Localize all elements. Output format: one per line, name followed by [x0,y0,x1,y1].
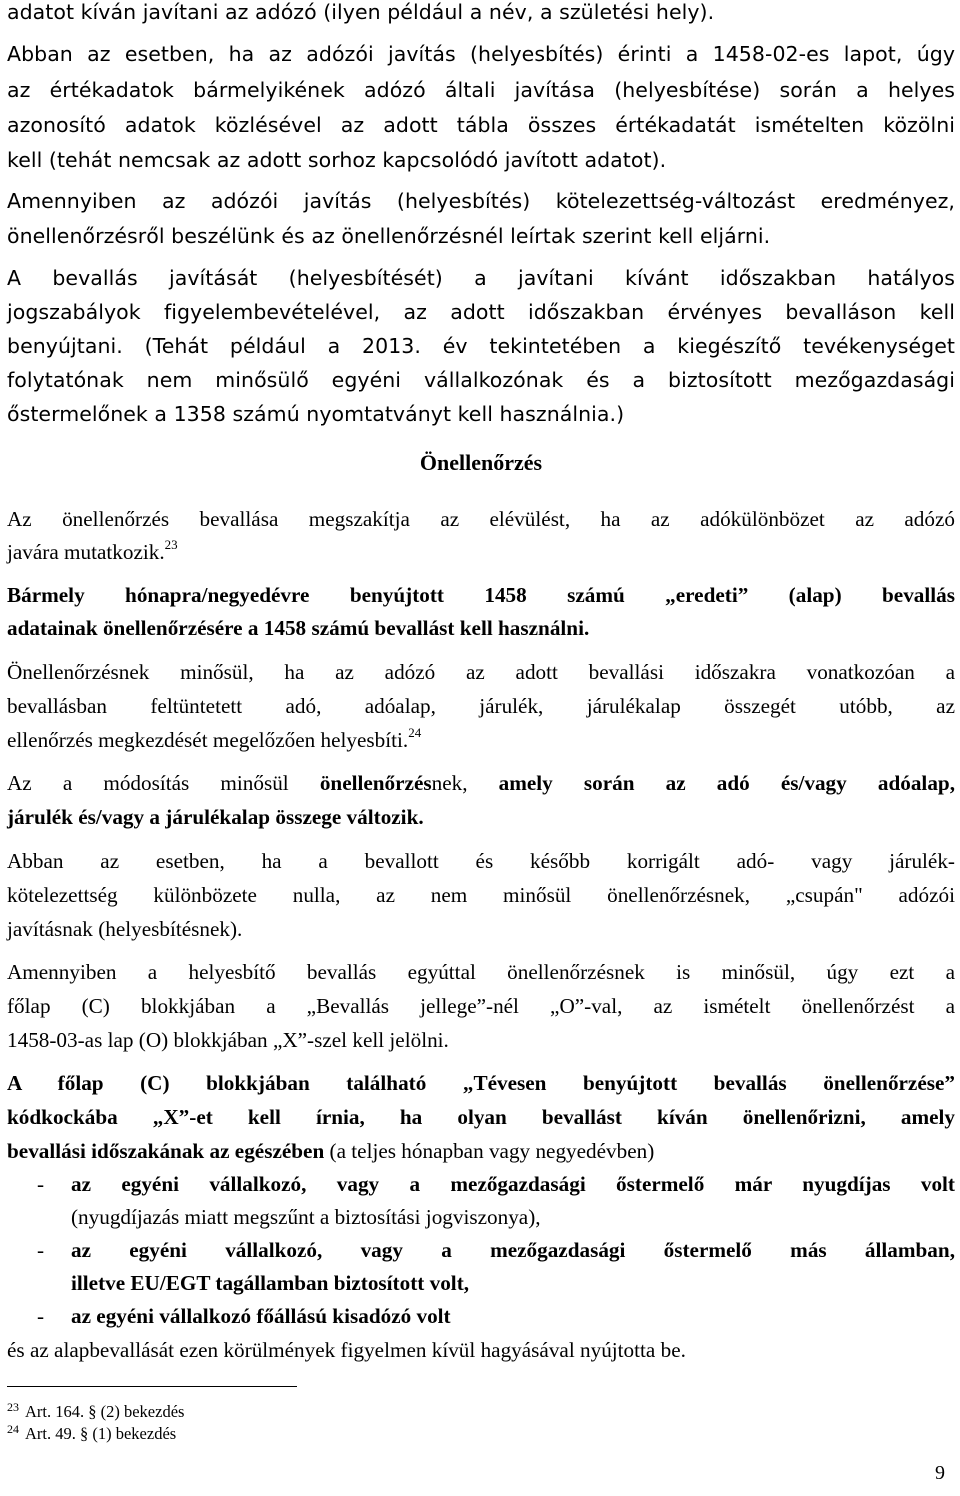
text-line: ellenőrzés megkezdését megelőzően helyesbíti.$^{24}$ [7,724,422,752]
footnote-text: Art. 49. § (1) bekezdés [25,1424,177,1443]
text-line: bevallási időszakának az egészében (a teljes hónapban vagy negyedévben) [7,1139,655,1163]
text-line: önellenőrzésről beszélünk és az önellenőrzésnél leírtak szerint kell eljárni. [7,224,771,248]
footnote-number: 23 [7,1400,19,1414]
bullet-dash: - [37,1238,45,1262]
text-line: jogszabályok figyelembevételével, az adott időszakban érvényes bevalláson kell [7,300,955,324]
bullet-dash: - [37,1304,45,1328]
text-line: az értékadatok bármelyikének adózó általi javítása (helyesbítése) során a helyes [7,78,955,102]
text-line: Az a módosítás minősül önellenőrzésnek, amely során az adó és/vagy adóalap, [7,771,955,795]
text-line: kell (tehát nemcsak az adott sorhoz kapcsolódó javított adatot). [7,148,667,172]
text-line: Az önellenőrzés bevallása megszakítja az elévülést, ha az adókülönbözet az adózó [7,507,955,531]
text-line: Amennyiben a helyesbítő bevallás egyúttal önellenőrzésnek is minősül, úgy ezt a [7,960,955,984]
text-line: Bármely hónapra/negyedévre benyújtott 1458 számú „eredeti” (alap) bevallás [7,583,955,607]
text-line: 1458-03-as lap (O) blokkjában „X”-szel kell jelölni. [7,1028,449,1052]
text-line: Abban az esetben, ha az adózói javítás (helyesbítés) érinti a 1458-02-es lapot, úgy [7,42,955,66]
text-line: főlap (C) blokkjában a „Bevallás jellege”-nél „O”-val, az ismételt önellenőrzést a [7,994,955,1018]
text-line: A főlap (C) blokkjában található „Tévesen benyújtott bevallás önellenőrzése” [7,1071,955,1095]
text-line: Önellenőrzésnek minősül, ha az adózó az adott bevallási időszakra vonatkozóan a [7,660,955,684]
text-line: kódkockába „X”-et kell írnia, ha olyan bevallást kíván önellenőrizni, amely [7,1105,955,1129]
text-line: javításnak (helyesbítésnek). [7,917,243,941]
bullet-text: az egyéni vállalkozó főállású kisadózó volt [71,1304,451,1328]
text-line: folytatónak nem minősülő egyéni vállalkozónak és a biztosított mezőgazdasági [7,368,955,392]
footnote [7,1424,176,1444]
text-line: járulék és/vagy a járulékalap összege változik. [7,805,424,829]
text-line: benyújtani. (Tehát például a 2013. év tekintetében a kiegészítő tevékenységet [7,334,955,358]
footnote-text: Art. 164. § (2) bekezdés [25,1402,185,1421]
text-line: őstermelőnek a 1358 számú nyomtatványt kell használnia.) [7,402,625,426]
page-number: 9 [935,1462,945,1484]
footnote-number: 24 [7,1422,19,1436]
text-line: és az alapbevallását ezen körülmények figyelmen kívül hagyásával nyújtotta be. [7,1338,686,1362]
text-line: kötelezettség különbözete nulla, az nem minősül önellenőrzésnek, „csupán" adózói [7,883,955,907]
text-line: javára mutatkozik.$^{23}$ [7,536,178,564]
bullet-text: az egyéni vállalkozó, vagy a mezőgazdasági őstermelő már nyugdíjas volt [71,1172,955,1196]
bullet-text: (nyugdíjazás miatt megszűnt a biztosítási jogviszonya), [71,1205,541,1229]
section-heading: Önellenőrzés [419,450,543,475]
footnote-separator [7,1386,297,1387]
text-line: adatainak önellenőrzésére a 1458 számú bevallást kell használni. [7,616,590,640]
text-line: A bevallás javítását (helyesbítését) a javítani kívánt időszakban hatályos [7,266,955,290]
text-line: bevallásban feltüntetett adó, adóalap, járulék, járulékalap összegét utóbb, az [7,694,955,718]
text-line: azonosító adatok közlésével az adott tábla összes értékadatát ismételten közölni [7,113,955,137]
text-line: Amennyiben az adózói javítás (helyesbítés) kötelezettség-változást eredményez, [7,189,955,213]
footnote-ref: 23 [164,536,178,552]
bullet-text: illetve EU/EGT tagállamban biztosított volt, [71,1271,470,1295]
footnote-ref: 24 [408,724,422,740]
text-line: Abban az esetben, ha a bevallott és később korrigált adó- vagy járulék- [7,849,955,873]
text-line: adatot kíván javítani az adózó (ilyen például a név, a születési hely). [7,0,715,24]
bullet-dash: - [37,1172,45,1196]
bullet-text: az egyéni vállalkozó, vagy a mezőgazdasági őstermelő más államban, [71,1238,955,1262]
footnote [7,1402,184,1422]
